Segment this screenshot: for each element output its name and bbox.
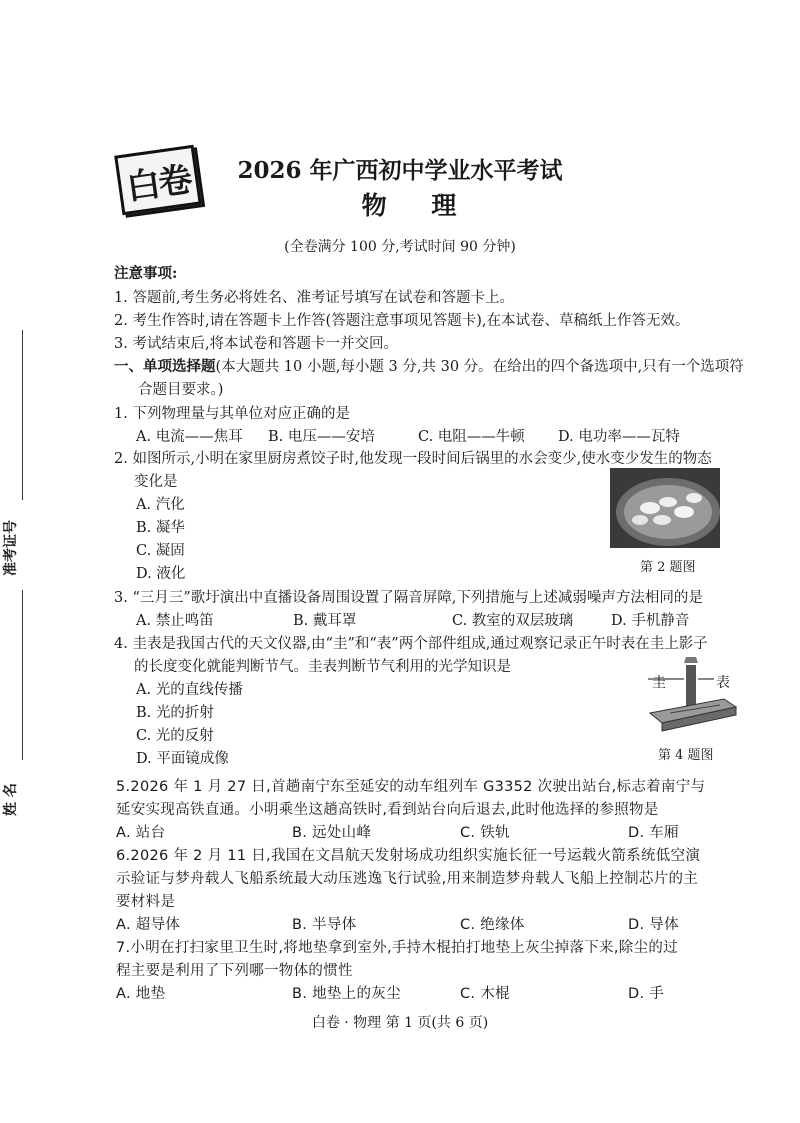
notice-item: 2. 考生作答时,请在答题卡上作答(答题注意事项见答题卡),在本试卷、草稿纸上作答无效。 (114, 313, 690, 329)
section-title: 一、单项选择题 (114, 358, 216, 375)
dumpling-pot-photo (610, 468, 720, 548)
option-c: C. 绝缘体 (460, 917, 525, 933)
question-stem: 变化是 (134, 474, 178, 490)
option-b: B. 半导体 (292, 917, 357, 933)
paper-badge: 白卷 (114, 145, 202, 216)
option-d: D. 手机静音 (611, 613, 690, 629)
option-a: A. 超导体 (116, 917, 181, 933)
score-note: (全卷满分 100 分,考试时间 90 分钟) (284, 239, 516, 255)
option-c: C. 教室的双层玻璃 (452, 613, 574, 629)
margin-rule (22, 330, 23, 500)
option-b: B. 远处山峰 (292, 825, 372, 841)
question-stem: 示验证与梦舟载人飞船系统最大动压逃逸飞行试验,用来制造梦舟载人飞船上控制芯片的主 (116, 871, 699, 887)
option-a: A. 站台 (116, 825, 166, 841)
question-stem: 2. 如图所示,小明在家里厨房煮饺子时,他发现一段时间后锅里的水会变少,使水变少发生的物态 (114, 451, 712, 467)
notice-item: 1. 答题前,考生务必将姓名、准考证号填写在试卷和答题卡上。 (114, 290, 515, 306)
notice-heading: 注意事项: (114, 265, 178, 282)
question-stem: 5.2026 年 1 月 27 日,首趟南宁东至延安的动车组列车 G3352 次驶出站台,标志着南宁与 (116, 779, 706, 795)
option-c: C. 凝固 (136, 543, 185, 559)
exam-number-label: 准考证号 (3, 520, 19, 576)
option-a: A. 地垫 (116, 986, 166, 1002)
option-b: B. 戴耳罩 (293, 613, 357, 629)
option-c: C. 铁轨 (460, 825, 510, 841)
option-b: B. 光的折射 (136, 705, 214, 721)
option-d: D. 导体 (628, 917, 679, 933)
question-stem: 3. “三月三”歌圩演出中直播设备周围设置了隔音屏障,下列措施与上述减弱噪声方法相同的是 (114, 590, 703, 606)
label-biao: 表 (716, 675, 730, 691)
question-stem: 7.小明在打扫家里卫生时,将地垫拿到室外,手持木棍拍打地垫上灰尘掉落下来,除尘的过 (116, 940, 678, 956)
subject-title: 物 理 (361, 191, 475, 220)
question-stem: 6.2026 年 2 月 11 日,我国在文昌航天发射场成功组织实施长征一号运载火箭系统低空演 (116, 848, 701, 864)
notice-item: 3. 考试结束后,将本试卷和答题卡一并交回。 (114, 336, 399, 352)
option-a: A. 禁止鸣笛 (136, 613, 214, 629)
option-a: A. 电流——焦耳 (136, 429, 243, 445)
exam-title: 2026 年广西初中学业水平考试 (237, 157, 563, 184)
figure-caption: 第 2 题图 (640, 560, 696, 575)
option-c: C. 光的反射 (136, 728, 214, 744)
option-d: D. 电功率——瓦特 (558, 429, 680, 445)
option-b: B. 凝华 (136, 520, 185, 536)
section-desc: (本大题共 10 小题,每小题 3 分,共 30 分。在给出的四个备选项中,只有一个选项符 (215, 359, 744, 375)
name-label: 姓 名 (3, 783, 19, 816)
option-d: D. 手 (628, 986, 665, 1002)
gnomon-figure (640, 655, 740, 740)
option-a: A. 光的直线传播 (136, 682, 243, 698)
option-d: D. 车厢 (628, 825, 679, 841)
page-footer: 白卷 · 物理 第 1 页(共 6 页) (311, 1015, 489, 1031)
option-b: B. 电压——安培 (268, 429, 375, 445)
question-stem: 程主要是利用了下列哪一物体的惯性 (116, 963, 353, 979)
option-d: D. 平面镜成像 (136, 751, 229, 767)
margin-rule (22, 590, 23, 760)
section-header (114, 355, 744, 376)
option-b: B. 地垫上的灰尘 (292, 986, 401, 1002)
question-stem: 的长度变化就能判断节气。圭表判断节气利用的光学知识是 (134, 659, 511, 675)
option-d: D. 液化 (136, 566, 186, 582)
section-desc-cont: 合题目要求。) (138, 382, 224, 398)
label-gui: 圭 (652, 675, 666, 691)
figure-caption: 第 4 题图 (658, 748, 714, 763)
option-a: A. 汽化 (136, 497, 185, 513)
question-stem: 4. 圭表是我国古代的天文仪器,由“圭”和“表”两个部件组成,通过观察记录正午时表在圭上影子 (114, 636, 708, 652)
question-stem: 1. 下列物理量与其单位对应正确的是 (114, 406, 350, 422)
option-c: C. 木棍 (460, 986, 510, 1002)
question-stem: 要材料是 (116, 894, 176, 910)
option-c: C. 电阻——牛顿 (418, 429, 525, 445)
question-stem: 延安实现高铁直通。小明乘坐这趟高铁时,看到站台向后退去,此时他选择的参照物是 (116, 802, 659, 818)
